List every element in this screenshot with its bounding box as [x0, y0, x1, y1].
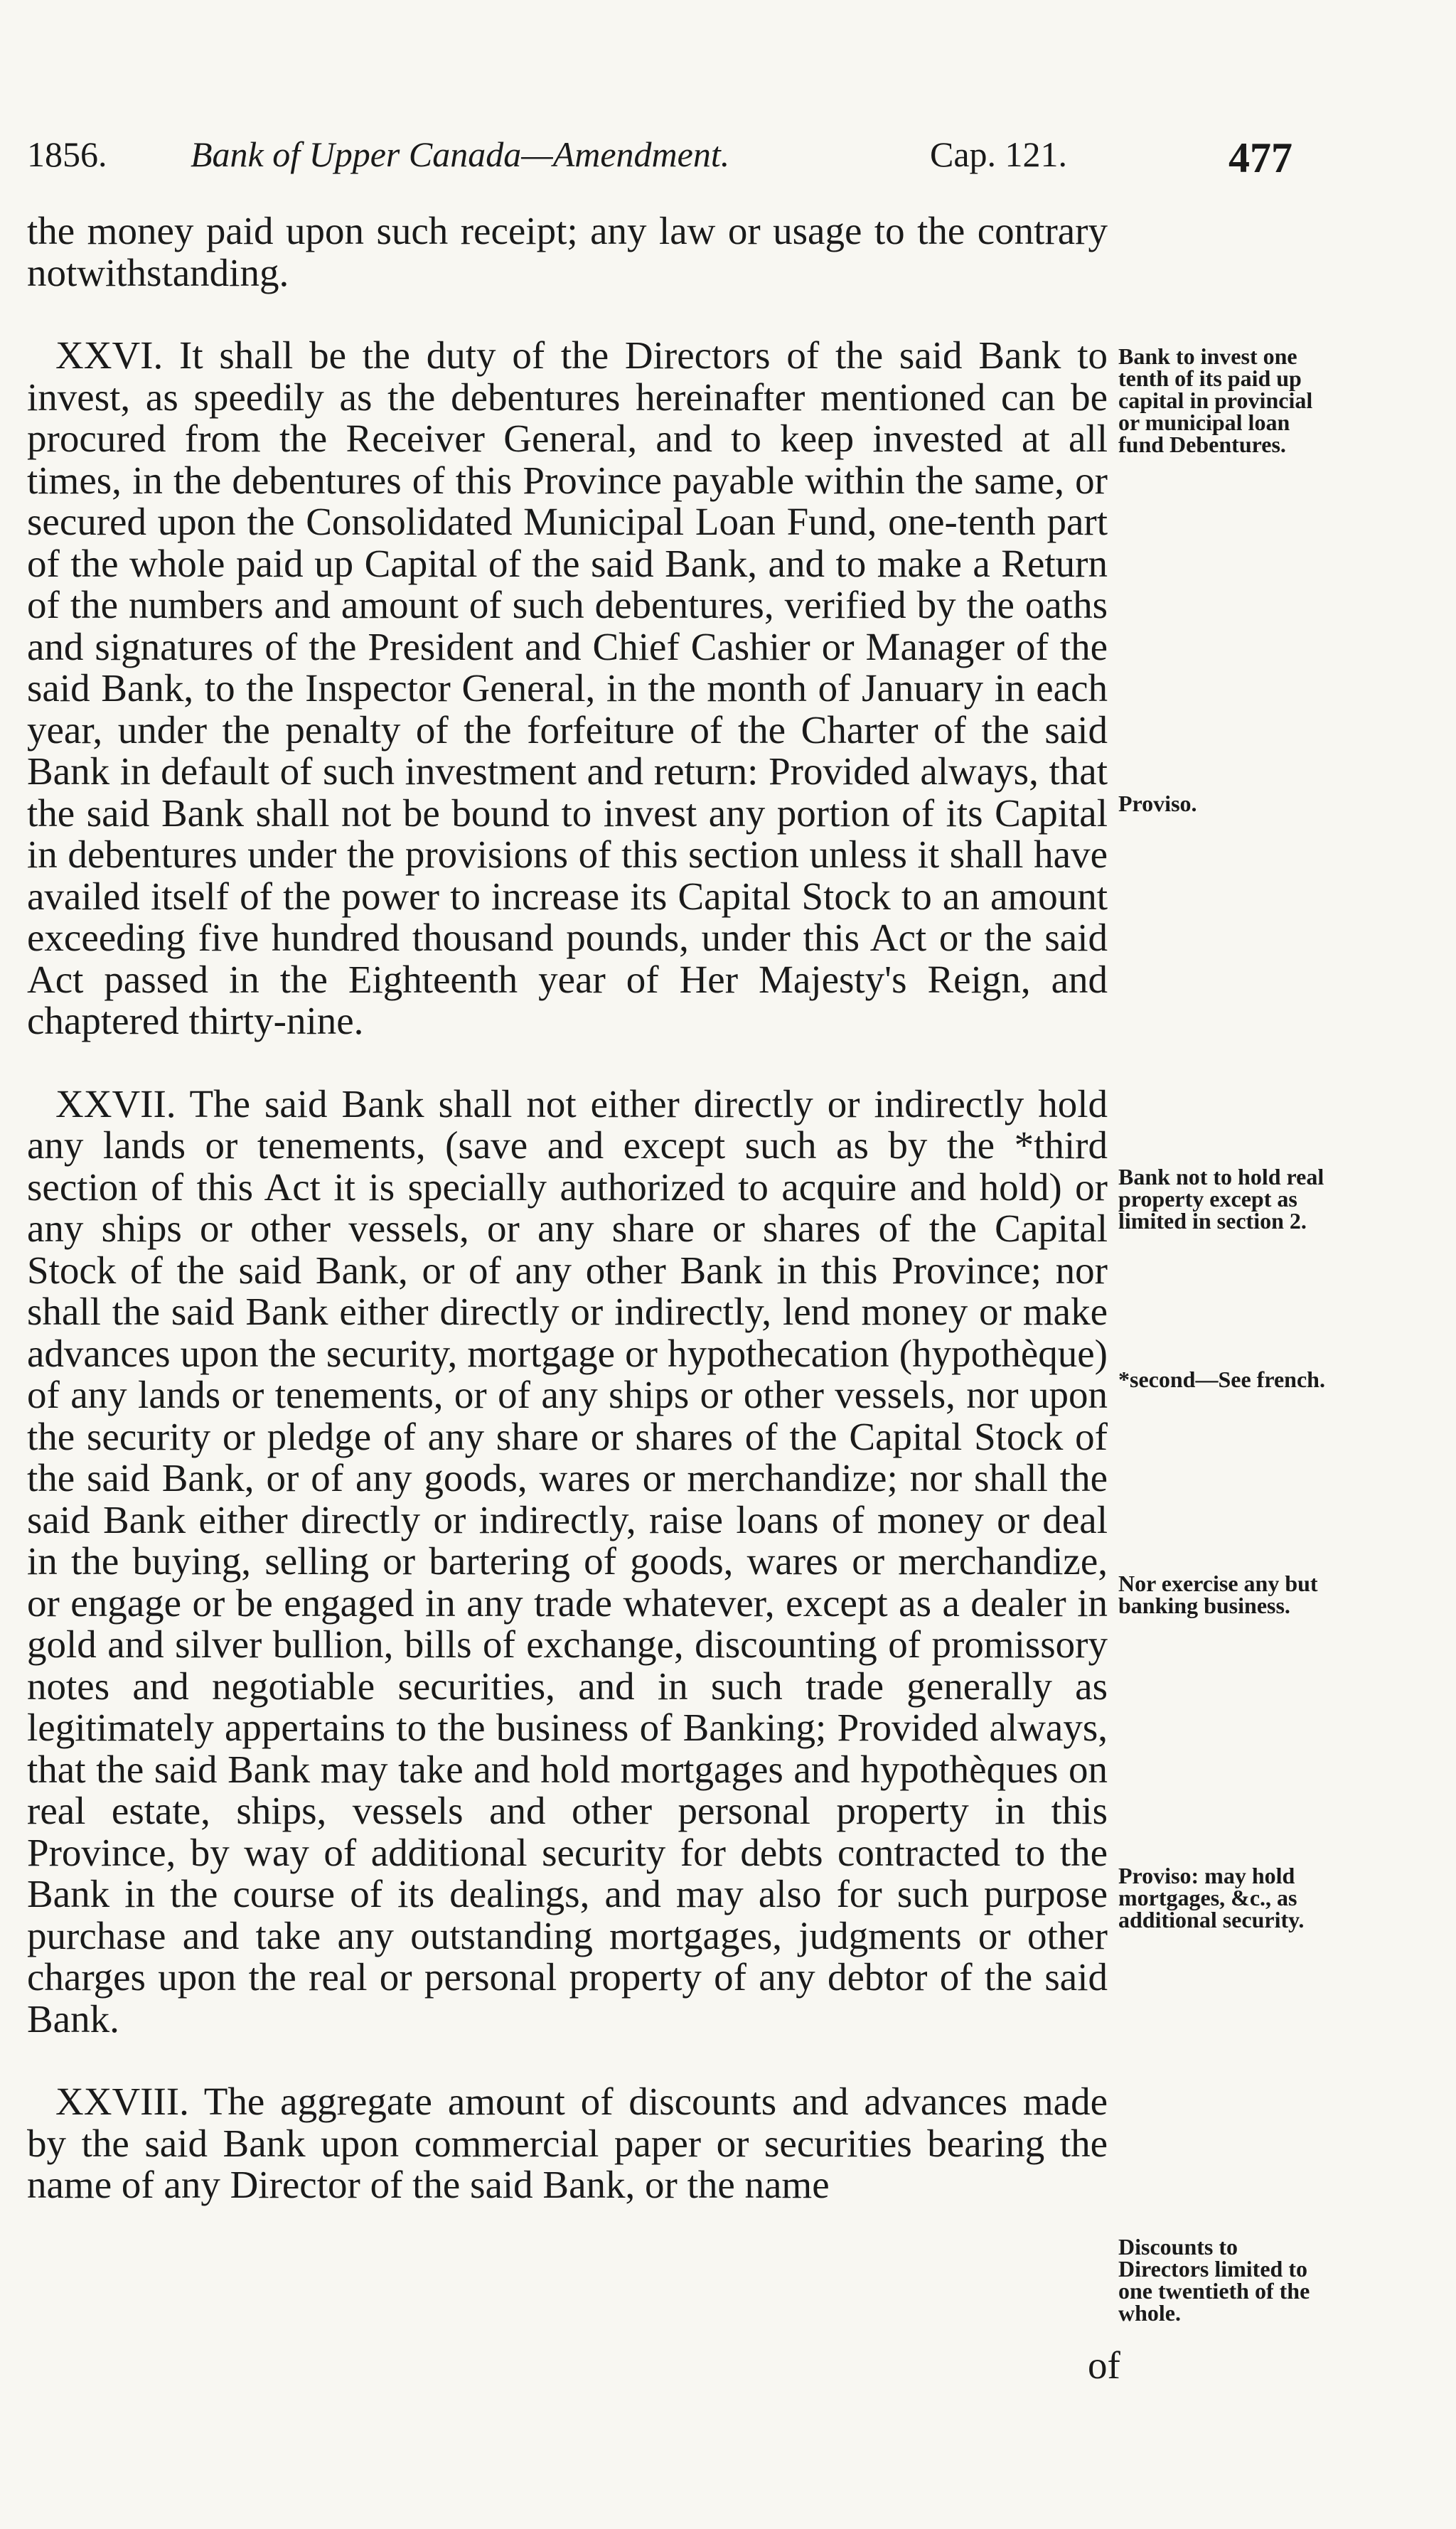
margin-note-second-see-french: *second—See french. [1118, 1367, 1325, 1392]
section-xxviii: XXVIII. The aggregate amount of discounts and advances made by the said Bank upon commercial paper or securities bearing the name of any Director of the said Bank, or the name [27, 2080, 1108, 2206]
margin-note-discounts: Discounts to Directors limited to one twentieth of the whole. [1118, 2234, 1310, 2326]
margin-note-banking-business: Nor exercise any but banking business. [1118, 1571, 1318, 1618]
header-chapter: Cap. 121. [930, 134, 1068, 174]
header-year: 1856. [27, 134, 107, 174]
header-title: Bank of Upper Canada—Amendment. [191, 134, 730, 174]
section-xxvii: XXVII. The said Bank shall not either directly or indirectly hold any lands or tenements, (save and except such as by the *third section of this Act it is specially authorized to acquire and hold) or any ships or other vessels, or any share or shares of the Capital Stock of the said Bank, or of any other Bank in this Province; nor shall the said Bank either directly or indirectly, lend money or make advances upon the security, mortgage or hypothecation (hypothèque) of any lands or tenements, or of any ships or other vessels, nor upon the security or pledge of any share or shares of the Capital Stock of the said Bank, or of any goods, wares or merchandize; nor shall the said Bank either directly or indirectly, raise loans of money or deal in the buying, selling or bartering of goods, wares or merchandize, or engage or be engaged in any trade whatever, except as a dealer in gold and silver bullion, bills of exchange, discounting of promissory notes and negotiable securities, and in such trade generally as legitimately appertains to the business of Banking; Provided always, that the said Bank may take and hold mortgages and hypothèques on real estate, ships, vessels and other personal property in this Province, by way of additional security for debts contracted to the Bank in the course of its dealings, and may also for such purpose purchase and take any outstanding mortgages, judgments or other charges upon the real or personal property of any debtor of the said Bank. [27, 1081, 1108, 2041]
margin-note-proviso: Proviso. [1118, 791, 1197, 816]
section-xxvi: XXVI. It shall be the duty of the Directors of the said Bank to invest, as speedily as the debentures hereinafter mentioned can be procured from the Receiver General, and to keep invested at all times, in the debentures of this Province payable within the same, or secured upon the Consolidated Municipal Loan Fund, one-tenth part of the whole paid up Capital of the said Bank, and to make a Return of the numbers and amount of such debentures, verified by the oaths and signatures of the President and Chief Cashier or Manager of the said Bank, to the Inspector General, in the month of January in each year, under the penalty of the forfeiture of the Charter of the said Bank in default of such investment and return: Provided always, that the said Bank shall not be bound to invest any portion of its Capital in debentures under the provisions of this section unless it shall have availed itself of the power to increase its Capital Stock to an amount exceeding five hundred thousand pounds, under this Act or the said Act passed in the Eighteenth year of Her Majesty's Reign, and chaptered thirty-nine. [27, 333, 1108, 1042]
running-header [27, 134, 1307, 191]
margin-note-proviso-mortgages: Proviso: may hold mortgages, &c., as additional security. [1118, 1863, 1305, 1932]
catchword: of [1088, 2343, 1120, 2387]
body-text [27, 210, 1108, 2206]
continuation-paragraph: the money paid upon such receipt; any law or usage to the contrary notwithstanding. [27, 209, 1108, 294]
margin-note-invest: Bank to invest one tenth of its paid up capital in provincial or municipal loan fund Debentures. [1118, 343, 1313, 457]
margin-note-real-property: Bank not to hold real property except as limited in section 2. [1118, 1164, 1324, 1234]
page-number: 477 [1228, 134, 1292, 181]
